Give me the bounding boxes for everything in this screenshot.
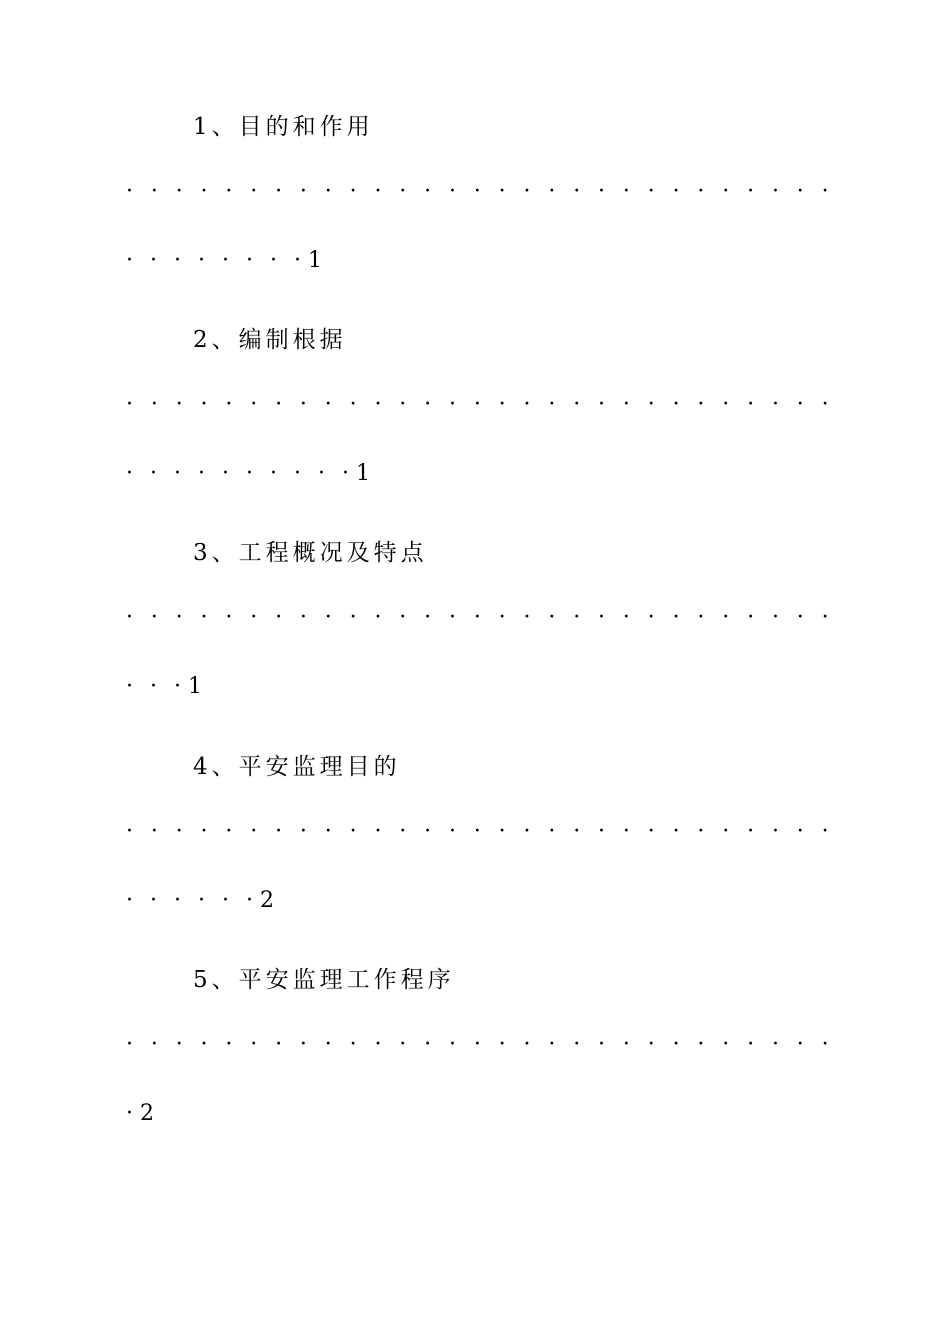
leader-dot: · [548, 1032, 556, 1057]
toc-entry-title: 4、平安监理目的 [193, 754, 401, 780]
leader-dot: · [294, 248, 301, 273]
leader-dot: · [150, 392, 158, 417]
leader-dot: · [299, 819, 307, 844]
leader-dot: · [126, 819, 133, 844]
leader-dot: · [747, 605, 755, 630]
leader-dot: · [498, 179, 506, 204]
leader-dot: · [697, 605, 705, 630]
leader-dot: · [498, 819, 506, 844]
leader-dot: · [473, 179, 481, 204]
leader-dot: · [349, 605, 357, 630]
leader-dot: · [548, 179, 556, 204]
leader-dot: · [399, 179, 407, 204]
leader-dot: · [250, 819, 258, 844]
leader-dot: · [598, 179, 606, 204]
leader-dot: · [324, 179, 332, 204]
leader-dot: · [150, 179, 158, 204]
leader-dot: · [225, 179, 233, 204]
leader-dot: · [225, 1032, 233, 1057]
leader-dot: · [573, 179, 581, 204]
dot-leader [126, 179, 829, 204]
leader-dot: · [473, 819, 481, 844]
leader-dot: · [573, 1032, 581, 1057]
leader-dot: · [174, 248, 181, 273]
leader-dot: · [622, 819, 630, 844]
leader-dot: · [771, 392, 779, 417]
leader-dot: · [647, 1032, 655, 1057]
leader-dot: · [573, 392, 581, 417]
leader-dot: · [697, 1032, 705, 1057]
leader-dot: · [175, 179, 183, 204]
leader-dot: · [250, 392, 258, 417]
leader-dot: · [349, 179, 357, 204]
leader-dot: · [150, 605, 158, 630]
leader-dot: · [548, 605, 556, 630]
dot-leader [126, 392, 829, 417]
leader-dot: · [598, 819, 606, 844]
leader-dot: · [126, 392, 133, 417]
leader-dot: · [200, 179, 208, 204]
leader-dot: · [150, 888, 157, 913]
leader-dot: · [498, 1032, 506, 1057]
leader-dot: · [198, 888, 205, 913]
leader-dot: · [796, 605, 804, 630]
leader-dot: · [523, 605, 531, 630]
leader-dot: · [198, 248, 205, 273]
leader-dot: · [771, 605, 779, 630]
leader-dot: · [246, 461, 253, 486]
leader-dot: · [299, 392, 307, 417]
leader-dot: · [747, 392, 755, 417]
leader-dot: · [697, 392, 705, 417]
dot-leader [126, 819, 829, 844]
toc-entry-title: 1、目的和作用 [193, 114, 374, 140]
leader-dot: · [299, 605, 307, 630]
leader-dot: · [548, 392, 556, 417]
leader-dot: · [275, 1032, 283, 1057]
leader-dot: · [473, 1032, 481, 1057]
leader-dot: · [324, 392, 332, 417]
leader-dot: · [222, 248, 229, 273]
leader-dot: · [150, 461, 157, 486]
leader-dot: · [523, 1032, 531, 1057]
leader-dot: · [200, 605, 208, 630]
leader-dot: · [275, 605, 283, 630]
leader-dot: · [250, 605, 258, 630]
leader-dot: · [126, 248, 133, 273]
leader-dot: · [198, 461, 205, 486]
leader-dot: · [250, 1032, 258, 1057]
leader-dot: · [821, 819, 829, 844]
leader-dot: · [150, 1032, 158, 1057]
toc-entry-3 [0, 538, 950, 752]
leader-dot: · [275, 819, 283, 844]
leader-dot: · [225, 392, 233, 417]
leader-dot: · [647, 605, 655, 630]
leader-dot: · [126, 461, 133, 486]
page-number: 1 [356, 461, 370, 486]
toc-entry-4 [0, 752, 950, 966]
leader-dot: · [324, 819, 332, 844]
leader-dot: · [448, 179, 456, 204]
page-number: 2 [260, 888, 274, 913]
leader-dot: · [747, 819, 755, 844]
leader-dot: · [722, 392, 730, 417]
leader-dot: · [573, 605, 581, 630]
leader-dot: · [324, 1032, 332, 1057]
leader-dot: · [399, 1032, 407, 1057]
leader-dot: · [175, 605, 183, 630]
leader-dot: · [126, 605, 133, 630]
leader-dot: · [174, 674, 181, 699]
leader-dot: · [126, 1101, 133, 1126]
leader-dot: · [200, 392, 208, 417]
leader-dot: · [821, 1032, 829, 1057]
leader-dot: · [174, 888, 181, 913]
leader-dot: · [150, 819, 158, 844]
leader-dot: · [622, 392, 630, 417]
leader-dot: · [275, 392, 283, 417]
leader-dot: · [349, 1032, 357, 1057]
leader-dot: · [399, 819, 407, 844]
leader-dot: · [424, 819, 432, 844]
leader-dot: · [722, 179, 730, 204]
dot-leader [126, 605, 829, 630]
leader-dot: · [294, 461, 301, 486]
leader-dot: · [448, 1032, 456, 1057]
leader-dot: · [473, 392, 481, 417]
leader-dot: · [523, 392, 531, 417]
leader-dot: · [622, 179, 630, 204]
leader-dot: · [246, 888, 253, 913]
leader-dot: · [647, 819, 655, 844]
page-number: 1 [188, 674, 202, 699]
leader-dot: · [374, 179, 382, 204]
dot-leader-tail [126, 246, 322, 276]
leader-dot: · [672, 179, 680, 204]
leader-dot: · [324, 605, 332, 630]
leader-dot: · [424, 179, 432, 204]
leader-dot: · [622, 605, 630, 630]
leader-dot: · [225, 605, 233, 630]
leader-dot: · [126, 1032, 133, 1057]
leader-dot: · [374, 1032, 382, 1057]
page-number: 2 [140, 1101, 154, 1126]
leader-dot: · [771, 819, 779, 844]
leader-dot: · [796, 819, 804, 844]
leader-dot: · [473, 605, 481, 630]
leader-dot: · [771, 1032, 779, 1057]
leader-dot: · [598, 1032, 606, 1057]
leader-dot: · [747, 1032, 755, 1057]
leader-dot: · [722, 1032, 730, 1057]
leader-dot: · [672, 819, 680, 844]
leader-dot: · [150, 674, 157, 699]
leader-dot: · [349, 392, 357, 417]
leader-dot: · [523, 819, 531, 844]
leader-dot: · [250, 179, 258, 204]
leader-dot: · [672, 605, 680, 630]
leader-dot: · [349, 819, 357, 844]
leader-dot: · [598, 392, 606, 417]
leader-dot: · [225, 819, 233, 844]
toc-entry-title: 2、编制根据 [193, 327, 347, 353]
leader-dot: · [275, 179, 283, 204]
leader-dot: · [318, 461, 325, 486]
leader-dot: · [448, 392, 456, 417]
leader-dot: · [821, 605, 829, 630]
leader-dot: · [573, 819, 581, 844]
leader-dot: · [498, 605, 506, 630]
leader-dot: · [175, 392, 183, 417]
leader-dot: · [722, 819, 730, 844]
leader-dot: · [424, 1032, 432, 1057]
leader-dot: · [722, 605, 730, 630]
leader-dot: · [448, 819, 456, 844]
leader-dot: · [126, 674, 133, 699]
leader-dot: · [222, 461, 229, 486]
leader-dot: · [821, 179, 829, 204]
toc-entry-2 [0, 325, 950, 539]
leader-dot: · [342, 461, 349, 486]
toc-entry-title: 3、工程概况及特点 [193, 540, 428, 566]
leader-dot: · [747, 179, 755, 204]
leader-dot: · [175, 819, 183, 844]
leader-dot: · [697, 179, 705, 204]
leader-dot: · [672, 392, 680, 417]
leader-dot: · [374, 819, 382, 844]
leader-dot: · [374, 392, 382, 417]
leader-dot: · [697, 819, 705, 844]
leader-dot: · [424, 605, 432, 630]
leader-dot: · [246, 248, 253, 273]
leader-dot: · [672, 1032, 680, 1057]
leader-dot: · [374, 605, 382, 630]
leader-dot: · [399, 605, 407, 630]
leader-dot: · [174, 461, 181, 486]
page-number: 1 [308, 248, 322, 273]
dot-leader-tail [126, 1099, 154, 1129]
leader-dot: · [126, 179, 133, 204]
dot-leader-tail [126, 886, 274, 916]
dot-leader-tail [126, 672, 202, 702]
leader-dot: · [647, 179, 655, 204]
dot-leader-tail [126, 459, 370, 489]
leader-dot: · [622, 1032, 630, 1057]
leader-dot: · [796, 392, 804, 417]
leader-dot: · [399, 392, 407, 417]
leader-dot: · [222, 888, 229, 913]
leader-dot: · [175, 1032, 183, 1057]
leader-dot: · [647, 392, 655, 417]
dot-leader [126, 1032, 829, 1057]
leader-dot: · [299, 1032, 307, 1057]
leader-dot: · [796, 179, 804, 204]
leader-dot: · [424, 392, 432, 417]
leader-dot: · [821, 392, 829, 417]
leader-dot: · [270, 461, 277, 486]
leader-dot: · [523, 179, 531, 204]
leader-dot: · [498, 392, 506, 417]
toc-entry-title: 5、平安监理工作程序 [193, 967, 455, 993]
leader-dot: · [200, 1032, 208, 1057]
leader-dot: · [126, 888, 133, 913]
leader-dot: · [796, 1032, 804, 1057]
leader-dot: · [598, 605, 606, 630]
leader-dot: · [270, 248, 277, 273]
toc-entry-5 [0, 965, 950, 1179]
leader-dot: · [548, 819, 556, 844]
leader-dot: · [200, 819, 208, 844]
leader-dot: · [150, 248, 157, 273]
leader-dot: · [448, 605, 456, 630]
leader-dot: · [771, 179, 779, 204]
leader-dot: · [299, 179, 307, 204]
toc-entry-1 [0, 112, 950, 326]
